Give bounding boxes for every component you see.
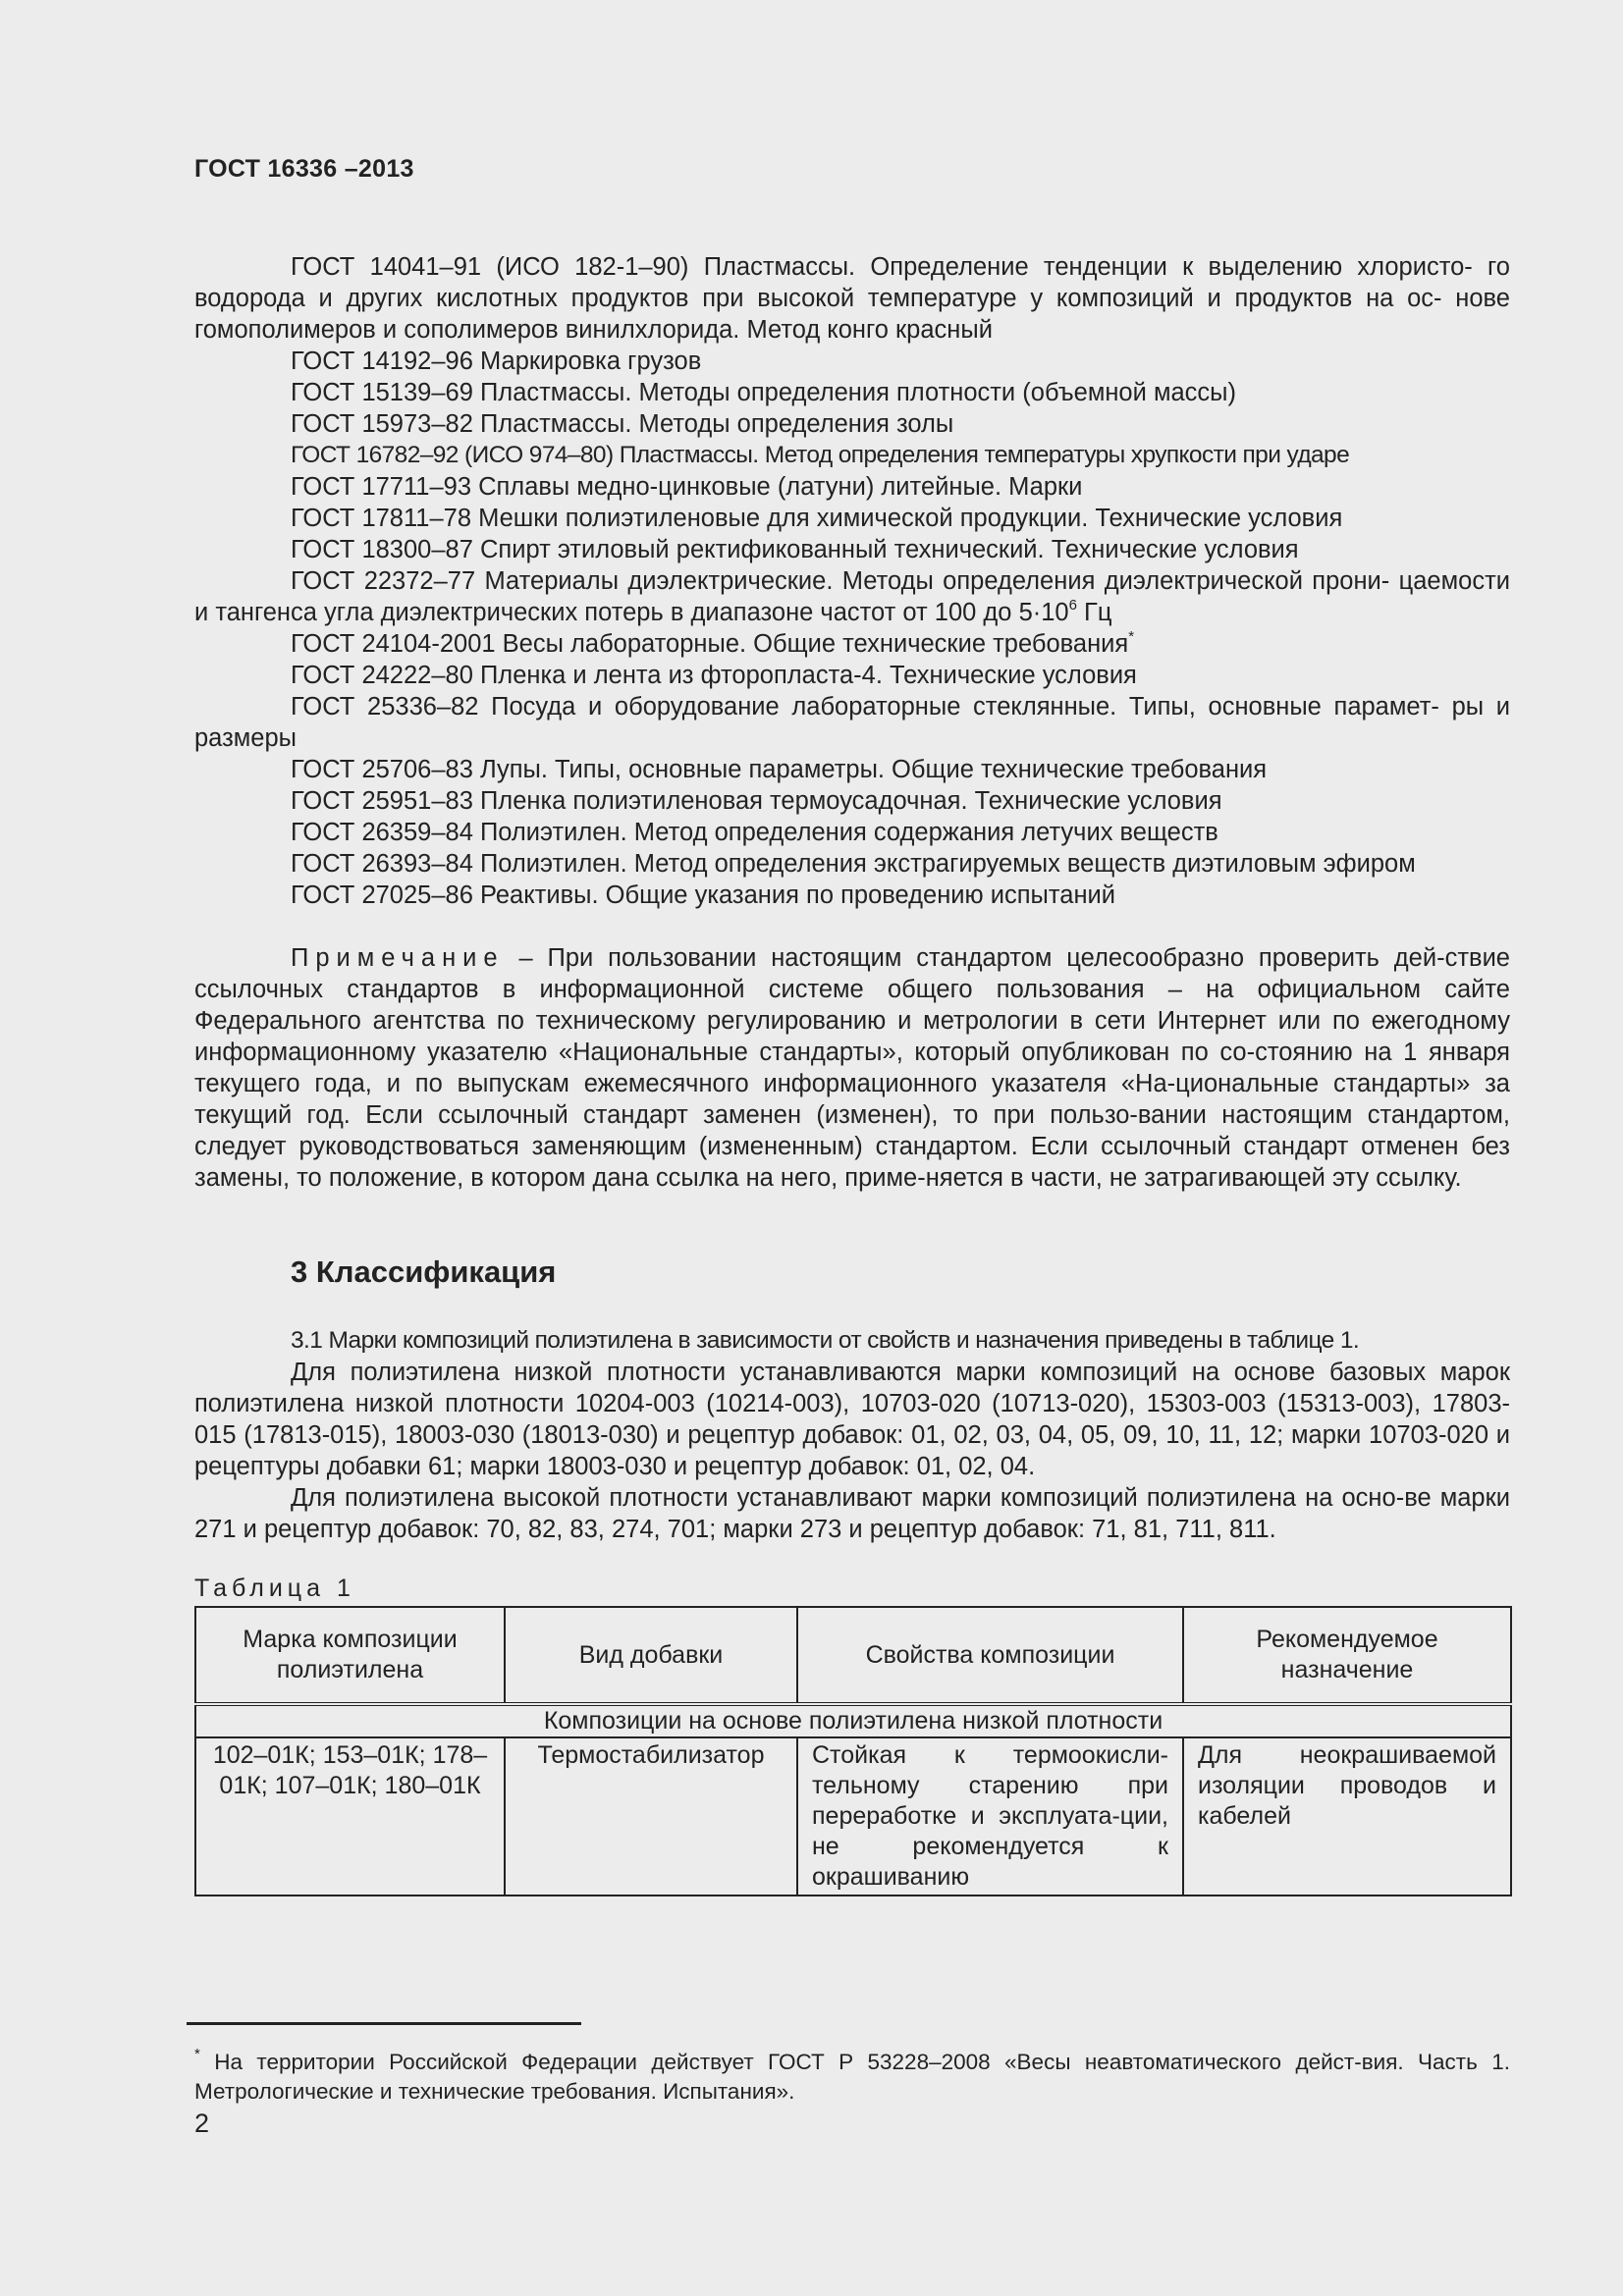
section-title: 3 Классификация: [291, 1255, 557, 1289]
note-text: – При пользовании настоящим стандартом целесообразно проверить дей-ствие ссылочных стандартов в информационной системе общего пользования – на официальном сайте Федерального агентства по техническому регулированию и метрологии в сети Интернет или по ежегодному информационному указателю «Национальные стандарты», который опубликован по со-стоянию на 1 января текущего года, и по выпускам ежемесячного информационного указателя «На-циональные стандарты» за текущий год. Если ссылочный стандарт заменен (изменен), то при пользо-вании настоящим стандартом, следует руководствоваться заменяющим (измененным) стандартом. Если ссылочный стандарт отменен без замены, то положение, в котором дана ссылка на него, приме-няется в части, не затрагивающей эту ссылку.: [194, 944, 1510, 1192]
note-label: Примечание: [291, 944, 505, 972]
paragraph-high-density: Для полиэтилена высокой плотности устанавливают марки композиций полиэтилена на осно-ве марки 271 и рецептур добавок: 70, 82, 83, 274, 701; марки 273 и рецептур добавок: 71, 81, 711, 811.: [194, 1484, 1510, 1543]
cell-purpose: Для неокрашиваемой изоляции проводов и кабелей: [1183, 1737, 1511, 1896]
paragraph-low-density: Для полиэтилена низкой плотности устанавливаются марки композиций на основе базовых марок полиэтилена низкой плотности 10204-003 (10214-003), 10703-020 (10713-020), 15303-003 (15313-003), 17803-015 (17813-015), 18003-030 (18013-030) и рецептур добавок: 01, 02, 03, 04, 05, 09, 10, 11, 12; марки 10703-020 и рецептуры добавки 61; марки 18003-030 и рецептур добавок: 01, 02, 04.: [194, 1359, 1510, 1480]
column-header: Рекомендуемое назначение: [1183, 1607, 1511, 1704]
reference-item: ГОСТ 15139–69 Пластмассы. Методы определения плотности (объемной массы): [291, 379, 1236, 406]
reference-item: ГОСТ 25706–83 Лупы. Типы, основные параметры. Общие технические требования: [291, 756, 1268, 783]
reference-item: ГОСТ 16782–92 (ИСО 974–80) Пластмассы. Метод определения температуры хрупкости при ударе: [291, 442, 1350, 468]
composition-table: [194, 1606, 1512, 1896]
table-caption: Таблица 1: [194, 1575, 355, 1602]
reference-item: ГОСТ 24222–80 Пленка и лента из фторопласта-4. Технические условия: [291, 662, 1137, 689]
classification-text: [194, 1325, 1510, 1545]
reference-item: ГОСТ 18300–87 Спирт этиловый ректификованный технический. Технические условия: [291, 536, 1299, 563]
document-header: ГОСТ 16336 –2013: [194, 155, 414, 183]
footnote-marker: *: [1128, 628, 1135, 645]
reference-gost-22372: ГОСТ 22372–77 Материалы диэлектрические. Методы определения диэлектрической прони- цаемости и тангенса угла диэлектрических потерь в диапазоне частот от 100 до $5\cdot 10^6$ Гц: [194, 567, 1510, 626]
reference-item: ГОСТ 17811–78 Мешки полиэтиленовые для химической продукции. Технические условия: [291, 505, 1343, 532]
footnote-marker: *: [194, 2046, 200, 2062]
cell-mark: 102–01К; 153–01К; 178–01К; 107–01К; 180–01К: [195, 1737, 505, 1896]
footnote: * На территории Российской Федерации действует ГОСТ Р 53228–2008 «Весы неавтоматического дейст-вия. Часть 1. Метрологические и технические требования. Испытания».: [194, 2046, 1510, 2104]
page-number: 2: [194, 2109, 210, 2138]
paragraph-3-1: 3.1 Марки композиций полиэтилена в зависимости от свойств и назначения приведены в таблице 1.: [291, 1327, 1360, 1354]
reference-item: ГОСТ 14192–96 Маркировка грузов: [291, 347, 702, 375]
reference-gost-24104: ГОСТ 24104-2001 Весы лабораторные. Общие технические требования*: [291, 628, 1135, 658]
reference-gost-14041: ГОСТ 14041–91 (ИСО 182-1–90) Пластмассы. Определение тенденции к выделению хлористо- го водорода и других кислотных продуктов при высокой температуре у композиций и продуктов на ос- нове гомополимеров и сополимеров винилхлорида. Метод конго красный: [194, 253, 1510, 344]
footnote-separator: [187, 2022, 581, 2025]
reference-item: ГОСТ 15973–82 Пластмассы. Методы определения золы: [291, 410, 954, 438]
table-header-row: [195, 1607, 1511, 1704]
normative-references: [194, 251, 1510, 911]
group-label: Композиции на основе полиэтилена низкой плотности: [195, 1704, 1511, 1737]
exponent: 6: [1068, 597, 1077, 614]
reference-item: ГОСТ 17711–93 Сплавы медно-цинковые (латуни) литейные. Марки: [291, 473, 1083, 501]
table-row: [195, 1737, 1511, 1896]
column-header: Свойства композиции: [797, 1607, 1183, 1704]
reference-item: ГОСТ 25951–83 Пленка полиэтиленовая термоусадочная. Технические условия: [291, 787, 1222, 815]
column-header: Марка композиции полиэтилена: [195, 1607, 505, 1704]
cell-properties: Стойкая к термоокисли-тельному старению при переработке и эксплуата-ции, не рекомендуется к окрашиванию: [797, 1737, 1183, 1896]
reference-gost-25336: ГОСТ 25336–82 Посуда и оборудование лабораторные стеклянные. Типы, основные парамет- ры и размеры: [194, 693, 1510, 752]
note-block: [194, 942, 1510, 1194]
reference-item: ГОСТ 27025–86 Реактивы. Общие указания по проведению испытаний: [291, 881, 1116, 909]
reference-item: ГОСТ 26393–84 Полиэтилен. Метод определения экстрагируемых веществ диэтиловым эфиром: [291, 850, 1416, 878]
reference-item: ГОСТ 26359–84 Полиэтилен. Метод определения содержания летучих веществ: [291, 819, 1218, 846]
table-group-row: [195, 1704, 1511, 1737]
column-header: Вид добавки: [505, 1607, 797, 1704]
cell-additive: Термостабилизатор: [505, 1737, 797, 1896]
